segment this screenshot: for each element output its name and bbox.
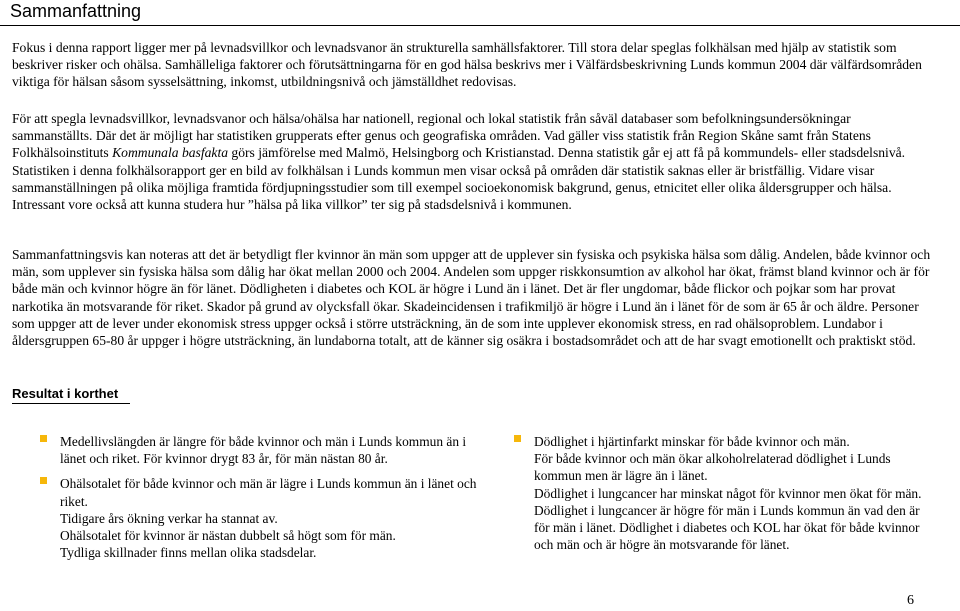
bullet-square-icon (40, 435, 47, 442)
source-title: Kommunala basfakta (112, 145, 229, 161)
results-left-column (40, 433, 480, 561)
paragraph-summary (12, 246, 932, 349)
result-line: Tidigare års ökning verkar ha stannat av. (60, 510, 278, 526)
section-heading: Resultat i korthet (12, 386, 119, 401)
page-number: 6 (907, 593, 914, 608)
paragraph-text: Sammanfattningsvis kan noteras att det är betydligt fler kvinnor än män som uppger att de upplever sin fysiska och psykiska hälsa som dålig. Andelen, både kvinnor och män, som upplever sin fysiska hälsa som dålig har ökat mellan 2000 och 2004. Andelen som uppger riskkonsumtion av alkohol har ökat, främst bland kvinnor och är för både män och kvinnor högre än för länet. Dödligheten i diabetes och KOL är högre i Lund än i länet. Det är fler ungdomar, både flickor och pojkar som har provat narkotika än motsvarande för riket. Skador på grund av olycksfall ökar. Skadeincidensen i trafikmiljö är högre i Lund än i länet för de som är 65 år och äldre. Personer som uppger att de lever under ekonomisk stress uppger också i större utsträckning, än de som inte upplever ekonomisk stress, en rad ohälsoproblem. Lundabor i åldersgruppen 65-80 år uppger i högre utsträckning, än lundaborna totalt, att de känner sig osäkra i bostadsområdet och att de har svagt emotionellt och praktiskt stöd. (12, 247, 931, 349)
paragraph-text-b: görs jämförelse med Malmö, Helsingborg och Kristianstad. Denna statistik går ej att få på kommundels- eller stadsdelsnivå. Statistiken i denna folkhälsorapport ger en bild av folkhälsan i Lunds kommun men visar också på områden där statistik saknas eller är bristfällig. Vidare visar sammanställningen på olika möjliga framtida fördjupningsstudier som till exempel socioekonomisk bakgrund, genus, etnicitet eller olika åldersgrupper och hälsa. Intressant vore också att kunna studera hur ”hälsa på lika villkor” ter sig på stadsdelsnivå i kommunen. (12, 145, 906, 213)
result-item (40, 433, 480, 467)
paragraph-method (12, 110, 932, 213)
paragraph-text (12, 110, 932, 213)
section-heading-underline (12, 403, 130, 404)
result-item (514, 433, 934, 553)
result-line: Ohälsotalet för kvinnor är nästan dubbelt så högt som för män. (60, 528, 396, 544)
result-line: Medellivslängden är längre för både kvinnor och män i Lunds kommun än i länet och riket. För kvinnor drygt 83 år, för män nästan 80 år. (60, 434, 467, 467)
page-title: Sammanfattning (10, 1, 142, 21)
paragraph-text: Fokus i denna rapport ligger mer på levnadsvillkor och levnadsvanor än strukturella samhällsfaktorer. Till stora delar speglas folkhälsan med hjälp av statistik som beskriver risker och ohälsa. Samhälleliga faktorer och förutsättningarna för en god hälsa beskrivs mer i Välfärdsbeskrivning Lunds kommun 2004 där välfärdsområden viktiga för hälsan såsom sysselsättning, inkomst, utbildningsnivå och jämställdhet redovisas. (12, 40, 922, 90)
result-line: Dödlighet i hjärtinfarkt minskar för både kvinnor och män. (534, 434, 850, 449)
result-line: För både kvinnor och män ökar alkoholrelaterad dödlighet i Lunds kommun men är lägre än i länet. (534, 451, 891, 484)
result-line: Ohälsotalet för både kvinnor och män är lägre i Lunds kommun än i länet och riket. (60, 476, 477, 509)
result-line: Dödlighet i lungcancer har minskat något för kvinnor men ökat för män. Dödlighet i lungcancer är högre för män i Lunds kommun än vad den är för män i länet. Dödlighet i diabetes och KOL har ökat för både kvinnor och män och är högre än motsvarande för länet. (534, 485, 922, 553)
bullet-square-icon (40, 477, 47, 484)
result-line: Tydliga skillnader finns mellan olika stadsdelar. (60, 545, 317, 561)
title-divider (0, 25, 960, 26)
paragraph-text-a: För att spegla levnadsvillkor, levnadsvanor och hälsa/ohälsa har nationell, regional och lokal statistik från såväl databaser som befolkningsundersökningar sammanställts. Där det är möjligt har statistiken grupperats efter genus och geografiska områden. Vad gäller viss statistik från Region Skåne samt från Statens Folkhälsoinstituts (12, 111, 871, 161)
paragraph-intro (12, 39, 932, 91)
result-item (40, 475, 480, 561)
results-right-column (514, 433, 934, 553)
bullet-square-icon (514, 435, 521, 442)
